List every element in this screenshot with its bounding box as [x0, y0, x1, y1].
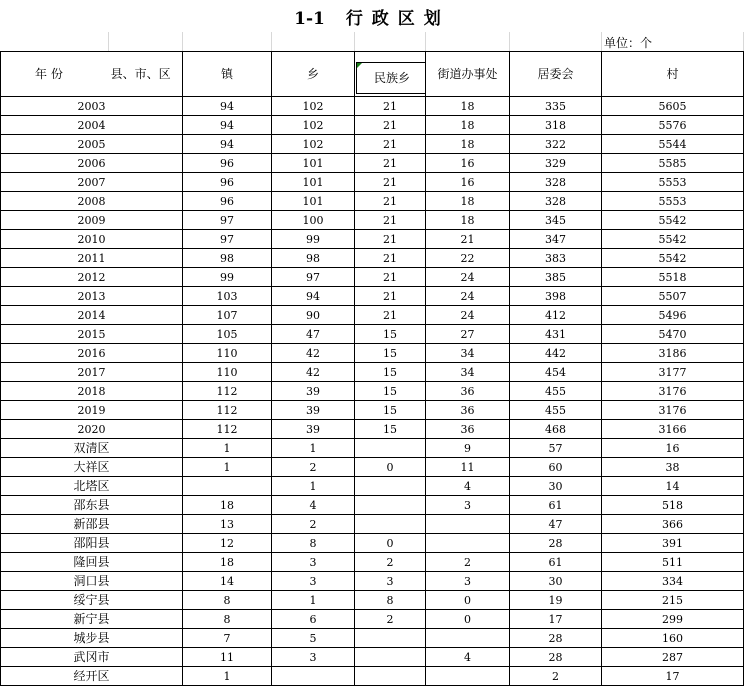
- cell-residents-committee[interactable]: 347: [510, 230, 602, 249]
- cell-subdistrict-office[interactable]: 4: [426, 648, 510, 667]
- cell-residents-committee[interactable]: 322: [510, 135, 602, 154]
- cell-township[interactable]: 2: [272, 515, 355, 534]
- cell-subdistrict-office[interactable]: 24: [426, 268, 510, 287]
- cell-residents-committee[interactable]: 345: [510, 211, 602, 230]
- selected-cell-box: 民族乡: [356, 62, 426, 94]
- cell-village[interactable]: 38: [602, 458, 744, 477]
- cell-village[interactable]: 5518: [602, 268, 744, 287]
- cell-township[interactable]: 8: [272, 534, 355, 553]
- row-label-year[interactable]: 2010: [1, 230, 183, 249]
- cell-ethnic-township[interactable]: 21: [355, 268, 426, 287]
- cell-ethnic-township[interactable]: 21: [355, 173, 426, 192]
- cell-township[interactable]: 6: [272, 610, 355, 629]
- cell-township[interactable]: 101: [272, 173, 355, 192]
- cell-town[interactable]: 1: [183, 667, 272, 686]
- cell-residents-committee[interactable]: 455: [510, 401, 602, 420]
- cell-town[interactable]: 94: [183, 116, 272, 135]
- cell-town[interactable]: 18: [183, 496, 272, 515]
- cell-town[interactable]: 96: [183, 173, 272, 192]
- cell-ethnic-township[interactable]: 21: [355, 249, 426, 268]
- row-label-district[interactable]: 邵阳县: [1, 534, 183, 553]
- cell-village[interactable]: 3176: [602, 401, 744, 420]
- table-row: [1, 610, 744, 629]
- cell-town[interactable]: 110: [183, 344, 272, 363]
- header-region: 县、市、区: [110, 66, 171, 81]
- row-label-year[interactable]: 2018: [1, 382, 183, 401]
- cell-village[interactable]: 3177: [602, 363, 744, 382]
- table-row: [1, 249, 744, 268]
- cell-residents-committee[interactable]: 47: [510, 515, 602, 534]
- cell-ethnic-township[interactable]: 15: [355, 401, 426, 420]
- cell-township[interactable]: 2: [272, 458, 355, 477]
- cell-town[interactable]: 13: [183, 515, 272, 534]
- cell-subdistrict-office[interactable]: 21: [426, 230, 510, 249]
- row-label-year[interactable]: 2020: [1, 420, 183, 439]
- table-row: [1, 325, 744, 344]
- cell-residents-committee[interactable]: 30: [510, 572, 602, 591]
- cell-village[interactable]: 5542: [602, 211, 744, 230]
- cell-subdistrict-office[interactable]: 9: [426, 439, 510, 458]
- table-row: [1, 515, 744, 534]
- cell-residents-committee[interactable]: 383: [510, 249, 602, 268]
- table-row: [1, 667, 744, 686]
- header-corner[interactable]: [1, 52, 183, 97]
- row-label-district[interactable]: 隆回县: [1, 553, 183, 572]
- cell-village[interactable]: 3166: [602, 420, 744, 439]
- cell-township[interactable]: 1: [272, 439, 355, 458]
- cell-town[interactable]: 8: [183, 591, 272, 610]
- cell-village[interactable]: 5507: [602, 287, 744, 306]
- cell-residents-committee[interactable]: 385: [510, 268, 602, 287]
- cell-village[interactable]: 3186: [602, 344, 744, 363]
- cell-town[interactable]: 14: [183, 572, 272, 591]
- cell-town[interactable]: 99: [183, 268, 272, 287]
- table-row: [1, 363, 744, 382]
- cell-residents-committee[interactable]: 442: [510, 344, 602, 363]
- cell-residents-committee[interactable]: 57: [510, 439, 602, 458]
- cell-town[interactable]: 18: [183, 553, 272, 572]
- table-row: [1, 173, 744, 192]
- cell-town[interactable]: 1: [183, 439, 272, 458]
- cell-subdistrict-office[interactable]: 27: [426, 325, 510, 344]
- row-label-year[interactable]: 2006: [1, 154, 183, 173]
- cell-town[interactable]: 103: [183, 287, 272, 306]
- row-label-district[interactable]: 双清区: [1, 439, 183, 458]
- cell-village[interactable]: 16: [602, 439, 744, 458]
- header-subdistrict-office[interactable]: 街道办事处: [426, 52, 510, 97]
- cell-town[interactable]: 112: [183, 401, 272, 420]
- unit-label: 单位：个: [604, 36, 653, 50]
- cell-town[interactable]: 110: [183, 363, 272, 382]
- cell-town[interactable]: 12: [183, 534, 272, 553]
- cell-ethnic-township[interactable]: [355, 515, 426, 534]
- cell-residents-committee[interactable]: 412: [510, 306, 602, 325]
- cell-subdistrict-office[interactable]: 16: [426, 154, 510, 173]
- header-village[interactable]: 村: [602, 52, 744, 97]
- table-body: [1, 97, 744, 686]
- cell-ethnic-township[interactable]: 15: [355, 363, 426, 382]
- cell-town[interactable]: 97: [183, 230, 272, 249]
- table-row: [1, 648, 744, 667]
- cell-town[interactable]: 96: [183, 192, 272, 211]
- row-label-year[interactable]: 2004: [1, 116, 183, 135]
- cell-township[interactable]: 39: [272, 420, 355, 439]
- cell-township[interactable]: 39: [272, 401, 355, 420]
- table-row: [1, 116, 744, 135]
- cell-ethnic-township[interactable]: 21: [355, 116, 426, 135]
- table-row: [1, 534, 744, 553]
- cell-residents-committee[interactable]: 17: [510, 610, 602, 629]
- cell-residents-committee[interactable]: 28: [510, 629, 602, 648]
- table-row: [1, 477, 744, 496]
- cell-town[interactable]: 7: [183, 629, 272, 648]
- row-label-year[interactable]: 2007: [1, 173, 183, 192]
- row-label-year[interactable]: 2011: [1, 249, 183, 268]
- cell-subdistrict-office[interactable]: 18: [426, 192, 510, 211]
- cell-subdistrict-office[interactable]: 0: [426, 610, 510, 629]
- cell-subdistrict-office[interactable]: 34: [426, 363, 510, 382]
- header-township[interactable]: 乡: [272, 52, 355, 97]
- cell-township[interactable]: 99: [272, 230, 355, 249]
- cell-village[interactable]: 3176: [602, 382, 744, 401]
- table-row: [1, 591, 744, 610]
- cell-town[interactable]: 1: [183, 458, 272, 477]
- cell-village[interactable]: 5553: [602, 192, 744, 211]
- cell-ethnic-township[interactable]: 0: [355, 534, 426, 553]
- table-row: [1, 401, 744, 420]
- cell-village[interactable]: 5542: [602, 230, 744, 249]
- cell-town[interactable]: 107: [183, 306, 272, 325]
- cell-subdistrict-office[interactable]: [426, 629, 510, 648]
- comment-marker-icon: [357, 63, 362, 68]
- cell-ethnic-township[interactable]: 21: [355, 154, 426, 173]
- cell-township[interactable]: 101: [272, 154, 355, 173]
- cell-township[interactable]: 3: [272, 648, 355, 667]
- row-label-district[interactable]: 武冈市: [1, 648, 183, 667]
- row-label-year[interactable]: 2016: [1, 344, 183, 363]
- cell-township[interactable]: 97: [272, 268, 355, 287]
- cell-ethnic-township[interactable]: 21: [355, 97, 426, 116]
- cell-township[interactable]: 42: [272, 363, 355, 382]
- cell-town[interactable]: 97: [183, 211, 272, 230]
- cell-ethnic-township[interactable]: [355, 667, 426, 686]
- row-label-year[interactable]: 2008: [1, 192, 183, 211]
- cell-residents-committee[interactable]: 28: [510, 534, 602, 553]
- cell-village[interactable]: 5496: [602, 306, 744, 325]
- cell-township[interactable]: 4: [272, 496, 355, 515]
- table-row: [1, 135, 744, 154]
- cell-residents-committee[interactable]: 60: [510, 458, 602, 477]
- cell-village[interactable]: 215: [602, 591, 744, 610]
- row-label-district[interactable]: 洞口县: [1, 572, 183, 591]
- row-label-year[interactable]: 2015: [1, 325, 183, 344]
- row-label-district[interactable]: 新宁县: [1, 610, 183, 629]
- table-row: [1, 230, 744, 249]
- table-row: [1, 344, 744, 363]
- row-label-year[interactable]: 2009: [1, 211, 183, 230]
- cell-ethnic-township[interactable]: 21: [355, 192, 426, 211]
- cell-ethnic-township[interactable]: [355, 477, 426, 496]
- cell-subdistrict-office[interactable]: [426, 667, 510, 686]
- cell-town[interactable]: [183, 477, 272, 496]
- cell-village[interactable]: 366: [602, 515, 744, 534]
- cell-residents-committee[interactable]: 61: [510, 553, 602, 572]
- cell-residents-committee[interactable]: 329: [510, 154, 602, 173]
- cell-ethnic-township[interactable]: [355, 439, 426, 458]
- header-year: 年 份: [35, 66, 63, 81]
- row-label-year[interactable]: 2017: [1, 363, 183, 382]
- cell-township[interactable]: 90: [272, 306, 355, 325]
- cell-subdistrict-office[interactable]: [426, 534, 510, 553]
- cell-village[interactable]: 299: [602, 610, 744, 629]
- cell-town[interactable]: 105: [183, 325, 272, 344]
- header-ethnic-township[interactable]: [355, 52, 426, 97]
- cell-subdistrict-office[interactable]: 2: [426, 553, 510, 572]
- cell-residents-committee[interactable]: 454: [510, 363, 602, 382]
- cell-subdistrict-office[interactable]: 18: [426, 135, 510, 154]
- cell-residents-committee[interactable]: 455: [510, 382, 602, 401]
- table-row: [1, 420, 744, 439]
- header-residents-committee[interactable]: 居委会: [510, 52, 602, 97]
- cell-ethnic-township[interactable]: 3: [355, 572, 426, 591]
- table-row: [1, 97, 744, 116]
- cell-subdistrict-office[interactable]: 36: [426, 382, 510, 401]
- cell-subdistrict-office[interactable]: [426, 515, 510, 534]
- cell-town[interactable]: 11: [183, 648, 272, 667]
- table-row: [1, 572, 744, 591]
- cell-subdistrict-office[interactable]: 24: [426, 306, 510, 325]
- cell-township[interactable]: 39: [272, 382, 355, 401]
- cell-township[interactable]: 100: [272, 211, 355, 230]
- row-label-year[interactable]: 2014: [1, 306, 183, 325]
- table-row: [1, 268, 744, 287]
- cell-ethnic-township[interactable]: 8: [355, 591, 426, 610]
- row-label-year[interactable]: 2005: [1, 135, 183, 154]
- cell-village[interactable]: 5553: [602, 173, 744, 192]
- cell-ethnic-township[interactable]: 2: [355, 553, 426, 572]
- cell-subdistrict-office[interactable]: 4: [426, 477, 510, 496]
- table-row: [1, 287, 744, 306]
- cell-village[interactable]: 5576: [602, 116, 744, 135]
- cell-residents-committee[interactable]: 19: [510, 591, 602, 610]
- cell-subdistrict-office[interactable]: 18: [426, 211, 510, 230]
- cell-ethnic-township[interactable]: 21: [355, 211, 426, 230]
- cell-subdistrict-office[interactable]: 18: [426, 116, 510, 135]
- cell-residents-committee[interactable]: 318: [510, 116, 602, 135]
- cell-village[interactable]: 160: [602, 629, 744, 648]
- cell-ethnic-township[interactable]: 21: [355, 287, 426, 306]
- cell-village[interactable]: 5544: [602, 135, 744, 154]
- table-row: [1, 192, 744, 211]
- cell-ethnic-township[interactable]: 2: [355, 610, 426, 629]
- cell-town[interactable]: 98: [183, 249, 272, 268]
- cell-ethnic-township[interactable]: [355, 648, 426, 667]
- cell-village[interactable]: 334: [602, 572, 744, 591]
- cell-residents-committee[interactable]: 328: [510, 173, 602, 192]
- cell-subdistrict-office[interactable]: 18: [426, 97, 510, 116]
- cell-village[interactable]: 5605: [602, 97, 744, 116]
- cell-township[interactable]: 42: [272, 344, 355, 363]
- cell-township[interactable]: 98: [272, 249, 355, 268]
- row-label-year[interactable]: 2012: [1, 268, 183, 287]
- cell-ethnic-township[interactable]: 0: [355, 458, 426, 477]
- cell-residents-committee[interactable]: 28: [510, 648, 602, 667]
- cell-ethnic-township[interactable]: 15: [355, 344, 426, 363]
- cell-subdistrict-office[interactable]: 36: [426, 420, 510, 439]
- page-title: [0, 4, 744, 30]
- cell-village[interactable]: 5542: [602, 249, 744, 268]
- cell-township[interactable]: 5: [272, 629, 355, 648]
- row-label-district[interactable]: 邵东县: [1, 496, 183, 515]
- cell-town[interactable]: 94: [183, 97, 272, 116]
- cell-town[interactable]: 8: [183, 610, 272, 629]
- row-label-district[interactable]: 城步县: [1, 629, 183, 648]
- row-label-year[interactable]: 2019: [1, 401, 183, 420]
- admin-division-table: [0, 51, 744, 686]
- table-row: [1, 458, 744, 477]
- table-row: [1, 154, 744, 173]
- header-town[interactable]: 镇: [183, 52, 272, 97]
- cell-ethnic-township[interactable]: 15: [355, 325, 426, 344]
- cell-residents-committee[interactable]: 61: [510, 496, 602, 515]
- cell-subdistrict-office[interactable]: 3: [426, 572, 510, 591]
- cell-residents-committee[interactable]: 398: [510, 287, 602, 306]
- cell-residents-committee[interactable]: 328: [510, 192, 602, 211]
- table-row: [1, 629, 744, 648]
- row-label-district[interactable]: 北塔区: [1, 477, 183, 496]
- cell-township[interactable]: 102: [272, 116, 355, 135]
- cell-ethnic-township[interactable]: [355, 629, 426, 648]
- table-row: [1, 382, 744, 401]
- row-label-district[interactable]: 经开区: [1, 667, 183, 686]
- row-label-district[interactable]: 新邵县: [1, 515, 183, 534]
- cell-residents-committee[interactable]: 468: [510, 420, 602, 439]
- cell-town[interactable]: 112: [183, 382, 272, 401]
- row-label-district[interactable]: 大祥区: [1, 458, 183, 477]
- cell-town[interactable]: 94: [183, 135, 272, 154]
- cell-township[interactable]: 102: [272, 135, 355, 154]
- cell-village[interactable]: 14: [602, 477, 744, 496]
- cell-subdistrict-office[interactable]: 36: [426, 401, 510, 420]
- table-row: [1, 306, 744, 325]
- cell-village[interactable]: 5585: [602, 154, 744, 173]
- cell-town[interactable]: 96: [183, 154, 272, 173]
- cell-subdistrict-office[interactable]: 16: [426, 173, 510, 192]
- cell-village[interactable]: 511: [602, 553, 744, 572]
- table-name: 行政区划: [345, 9, 450, 29]
- cell-village[interactable]: 518: [602, 496, 744, 515]
- cell-subdistrict-office[interactable]: 0: [426, 591, 510, 610]
- row-label-district[interactable]: 绥宁县: [1, 591, 183, 610]
- cell-township[interactable]: [272, 667, 355, 686]
- cell-ethnic-township[interactable]: 15: [355, 420, 426, 439]
- cell-subdistrict-office[interactable]: 34: [426, 344, 510, 363]
- cell-ethnic-township[interactable]: 21: [355, 135, 426, 154]
- cell-residents-committee[interactable]: 431: [510, 325, 602, 344]
- cell-ethnic-township[interactable]: [355, 496, 426, 515]
- cell-township[interactable]: 102: [272, 97, 355, 116]
- cell-township[interactable]: 101: [272, 192, 355, 211]
- cell-ethnic-township[interactable]: 15: [355, 382, 426, 401]
- table-row: [1, 553, 744, 572]
- cell-township[interactable]: 1: [272, 591, 355, 610]
- cell-village[interactable]: 391: [602, 534, 744, 553]
- cell-ethnic-township[interactable]: 21: [355, 230, 426, 249]
- row-label-year[interactable]: 2003: [1, 97, 183, 116]
- cell-township[interactable]: 47: [272, 325, 355, 344]
- table-row: [1, 211, 744, 230]
- cell-ethnic-township[interactable]: 21: [355, 306, 426, 325]
- cell-subdistrict-office[interactable]: 22: [426, 249, 510, 268]
- row-label-year[interactable]: 2013: [1, 287, 183, 306]
- cell-township[interactable]: 94: [272, 287, 355, 306]
- cell-village[interactable]: 17: [602, 667, 744, 686]
- cell-township[interactable]: 1: [272, 477, 355, 496]
- cell-subdistrict-office[interactable]: 3: [426, 496, 510, 515]
- cell-subdistrict-office[interactable]: 24: [426, 287, 510, 306]
- cell-township[interactable]: 3: [272, 553, 355, 572]
- cell-residents-committee[interactable]: 335: [510, 97, 602, 116]
- cell-township[interactable]: 3: [272, 572, 355, 591]
- cell-town[interactable]: 112: [183, 420, 272, 439]
- cell-village[interactable]: 287: [602, 648, 744, 667]
- cell-subdistrict-office[interactable]: 11: [426, 458, 510, 477]
- header-row: [1, 52, 744, 97]
- table-row: [1, 496, 744, 515]
- cell-residents-committee[interactable]: 30: [510, 477, 602, 496]
- cell-residents-committee[interactable]: 2: [510, 667, 602, 686]
- cell-village[interactable]: 5470: [602, 325, 744, 344]
- table-code: 1-1: [294, 9, 325, 29]
- table-row: [1, 439, 744, 458]
